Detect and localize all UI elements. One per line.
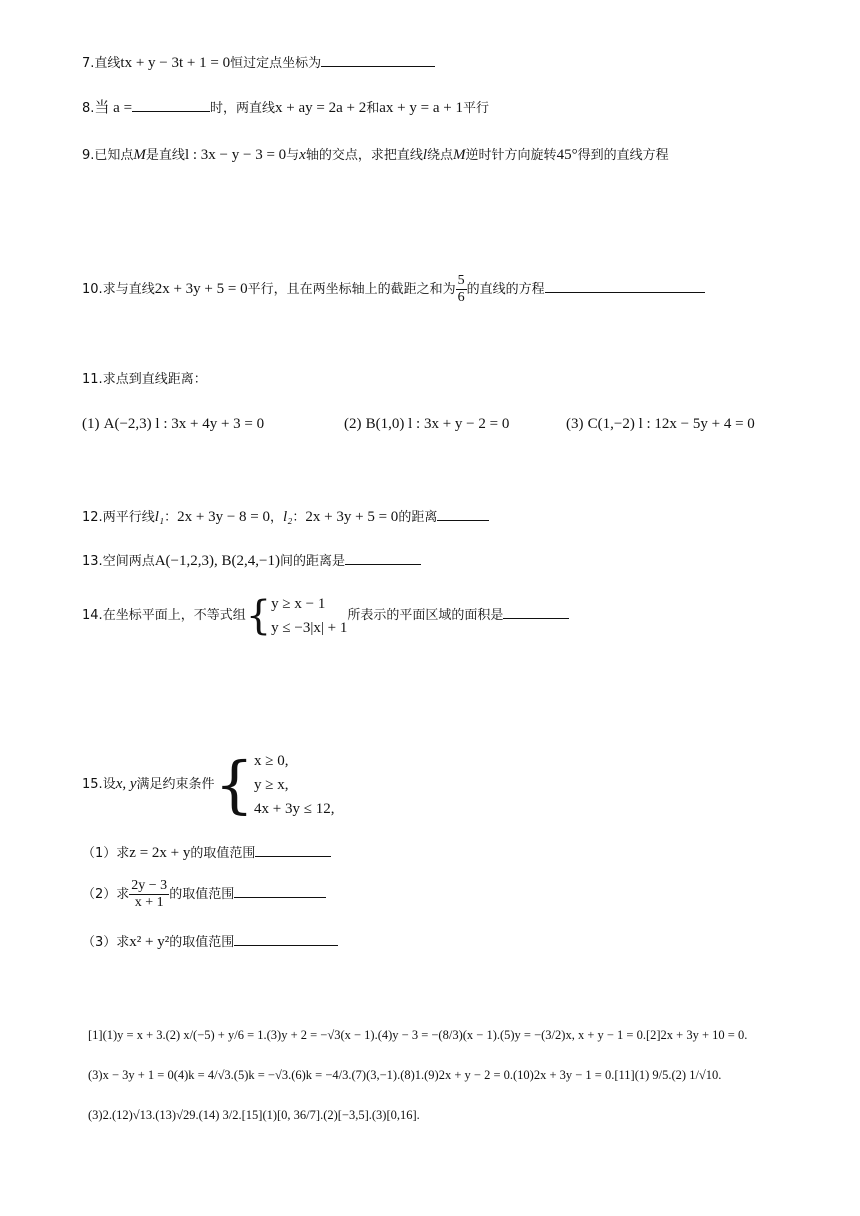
q9-M: M	[133, 147, 146, 163]
q8-answer-blank[interactable]	[132, 97, 210, 112]
q15-s3-math: x² + y²	[129, 934, 170, 950]
q12-l2: l₂	[283, 509, 293, 525]
question-9	[82, 145, 669, 166]
q13-t2: 间的距离是	[279, 554, 345, 569]
q10-frac-num: 5	[457, 273, 465, 288]
question-11-part-2	[344, 414, 509, 435]
q12-eq1: 2x + 3y − 8 = 0	[177, 509, 270, 525]
q12-c1: ：	[164, 510, 178, 525]
q12-number: 12.	[82, 510, 103, 525]
q15-s2-answer-blank[interactable]	[234, 883, 326, 898]
q7-equation: tx + y − 3t + 1 = 0	[120, 55, 231, 71]
q14-row-2: y ≤ −3|x| + 1	[271, 619, 348, 636]
q10-number: 10.	[82, 282, 103, 297]
q11-title: 求点到直线距离：	[102, 372, 207, 387]
q8-eq2: ax + y = a + 1	[379, 100, 463, 116]
q14-answer-blank[interactable]	[503, 604, 569, 619]
q15-s2-label: （2）求	[82, 887, 130, 902]
q15-number: 15.	[82, 777, 103, 792]
q15-system	[254, 749, 334, 821]
q14-t1: 在坐标平面上，不等式组	[102, 608, 246, 623]
q9-line-l: l : 3x − y − 3 = 0	[184, 147, 287, 163]
question-14	[82, 590, 569, 642]
question-15-sub-2	[82, 876, 326, 914]
q13-number: 13.	[82, 554, 103, 569]
q10-frac-den: 6	[457, 290, 465, 305]
q11-number: 11.	[82, 372, 103, 387]
q9-number: 9.	[82, 148, 95, 163]
q15-s3-label: （3）求	[82, 935, 130, 950]
q10-t3: 的直线的方程	[466, 282, 545, 297]
q15-t1: 设	[102, 777, 116, 792]
question-15	[82, 744, 334, 825]
q13-points: A(−1,2,3), B(2,4,−1)	[154, 553, 280, 569]
q15-s2-fraction	[129, 878, 169, 911]
q7-post: 恒过定点坐标为	[230, 56, 322, 71]
q15-s1-math: z = 2x + y	[129, 845, 191, 861]
q15-constraint-3: 4x + 3y ≤ 12,	[254, 800, 335, 817]
q8-and: 和	[366, 101, 380, 116]
q9-t6: 逆时针方向旋转	[465, 148, 557, 163]
q11-p2-math: B(1,0) l : 3x + y − 2 = 0	[365, 416, 510, 432]
q15-vars: x, y	[115, 776, 137, 792]
q8-number: 8.	[82, 101, 95, 116]
q15-s2-denominator: x + 1	[134, 895, 164, 910]
q11-p1-label: (1)	[82, 416, 100, 432]
question-8	[82, 97, 489, 119]
question-11-part-3	[566, 414, 755, 435]
q11-p1-math: A(−2,3) l : 3x + 4y + 3 = 0	[103, 416, 265, 432]
q15-constraint-2: y ≥ x,	[254, 776, 289, 793]
q8-post: 平行	[462, 101, 489, 116]
q7-number: 7.	[82, 56, 95, 71]
q15-s1-label: （1）求	[82, 846, 130, 861]
question-10	[82, 270, 705, 309]
q13-t1: 空间两点	[102, 554, 155, 569]
q12-l1: l₁	[154, 509, 165, 525]
q12-eq2: 2x + 3y + 5 = 0	[305, 509, 399, 525]
answers-line-1: [1](1)y = x + 3.(2) x/(−5) + y/6 = 1.(3)y + 2 = −√3(x − 1).(4)y − 3 = −(8/3)(x − 1).(5)y = −(3/2)x, x + y − 1 = 0.[2]2x + 3y + 10 = 0.	[88, 1028, 748, 1042]
q12-c2: ：	[292, 510, 306, 525]
question-15-sub-3	[82, 931, 338, 953]
q15-constraint-1: x ≥ 0,	[254, 752, 289, 769]
q10-t2: 平行，且在两坐标轴上的截距之和为	[247, 282, 456, 297]
q14-left-brace: {	[245, 592, 272, 639]
q11-p3-math: C(1,−2) l : 12x − 5y + 4 = 0	[587, 416, 755, 432]
q9-t1: 已知点	[94, 148, 134, 163]
q8-eq1: x + ay = 2a + 2	[275, 100, 367, 116]
question-13	[82, 550, 421, 572]
q15-t2: 满足约束条件	[136, 777, 215, 792]
q12-t2: 的距离	[398, 510, 438, 525]
q15-s2-text: 的取值范围	[169, 887, 235, 902]
q10-t1: 求与直线	[102, 282, 155, 297]
q9-t2: 是直线	[145, 148, 185, 163]
q8-mid: 时，两直线	[210, 101, 276, 116]
q14-t2: 所表示的平面区域的面积是	[347, 608, 504, 623]
q14-row-1: y ≥ x − 1	[271, 595, 326, 612]
q12-t1: 两平行线	[102, 510, 155, 525]
q12-answer-blank[interactable]	[437, 506, 489, 521]
question-12	[82, 506, 489, 528]
answers-line-3: (3)2.(12)√13.(13)√29.(14) 3/2.[15](1)[0, 36/7].(2)[−3,5].(3)[0,16].	[88, 1108, 420, 1122]
q15-s1-answer-blank[interactable]	[255, 842, 331, 857]
q8-pre: 当 a =	[94, 100, 133, 116]
q15-s1-text: 的取值范围	[190, 846, 256, 861]
q9-t3: 与	[286, 148, 300, 163]
q11-p3-label: (3)	[566, 416, 584, 432]
q9-angle: 45°	[556, 147, 578, 163]
answers-line-2: (3)x − 3y + 1 = 0(4)k = 4/√3.(5)k = −√3.(6)k = −4/3.(7)(3,−1).(8)1.(9)2x + y − 2 = 0.(10)2x + 3y − 1 = 0.[11](1) 9/5.(2) 1/√10.	[88, 1068, 722, 1082]
q15-left-brace: {	[214, 747, 254, 821]
question-11-title	[82, 370, 207, 390]
q7-answer-blank[interactable]	[321, 52, 435, 67]
question-11-parts	[82, 414, 264, 435]
q10-answer-blank[interactable]	[545, 278, 705, 293]
q14-system	[271, 592, 347, 640]
q9-t5: 绕点	[427, 148, 454, 163]
question-7	[82, 52, 435, 74]
q9-l2: l	[422, 147, 428, 163]
q7-pre: 直线	[94, 56, 121, 71]
question-15-sub-1	[82, 842, 331, 864]
q9-t7: 得到的直线方程	[577, 148, 669, 163]
q12-sep: ，	[270, 510, 284, 525]
q9-M2: M	[453, 147, 466, 163]
q14-number: 14.	[82, 608, 103, 623]
q9-x: x	[299, 147, 306, 163]
q15-s2-numerator: 2y − 3	[131, 878, 168, 893]
q10-equation: 2x + 3y + 5 = 0	[154, 281, 248, 297]
q11-p2-label: (2)	[344, 416, 362, 432]
q10-fraction	[456, 273, 467, 306]
q9-t4: 轴的交点，求把直线	[305, 148, 423, 163]
q13-answer-blank[interactable]	[345, 550, 421, 565]
q15-s3-answer-blank[interactable]	[234, 931, 338, 946]
q15-s3-text: 的取值范围	[169, 935, 235, 950]
